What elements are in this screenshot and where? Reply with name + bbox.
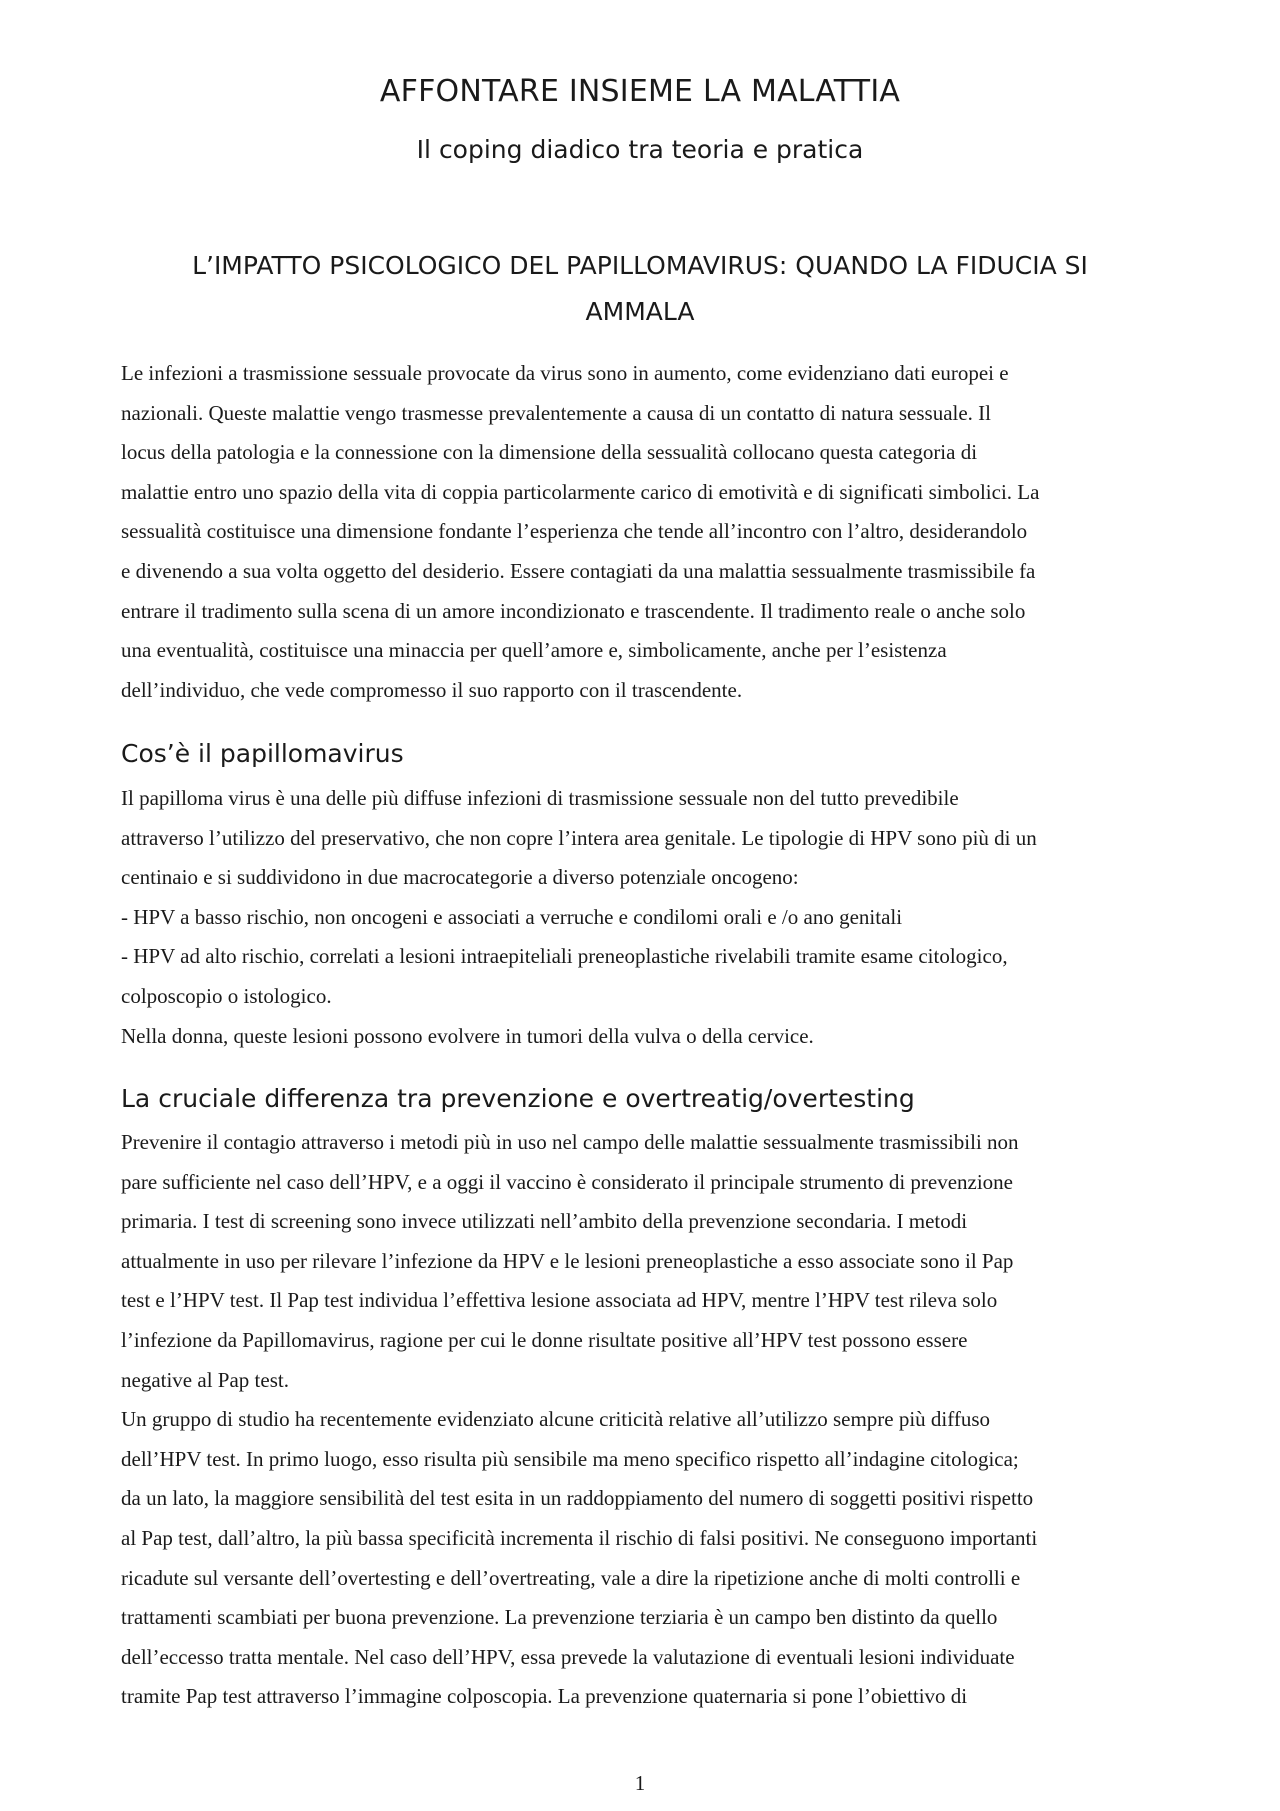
text-line: locus della patologia e la connessione con la dimensione della sessualità collocano questa categoria di xyxy=(121,440,978,465)
section-title: L’IMPATTO PSICOLOGICO DEL PAPILLOMAVIRUS: QUANDO LA FIDUCIA SI AMMALA xyxy=(192,251,1088,326)
text-line: attraverso l’utilizzo del preservativo, che non copre l’intera area genitale. Le tipologie di HPV sono più di un xyxy=(121,825,1037,850)
text-line: negative al Pap test. xyxy=(121,1367,289,1392)
text-line: primaria. I test di screening sono invece utilizzati nell’ambito della prevenzione secondaria. I metodi xyxy=(121,1209,968,1234)
text-line: ricadute sul versante dell’overtesting e dell’overtreating, vale a dire la ripetizione anche di molti controlli e xyxy=(121,1565,1021,1590)
text-line: dell’HPV test. In primo luogo, esso risulta più sensibile ma meno specifico rispetto all’indagine citologica; xyxy=(121,1446,1019,1471)
text-line: una eventualità, costituisce una minaccia per quell’amore e, simbolicamente, anche per l’esistenza xyxy=(121,638,947,663)
text-line: al Pap test, dall’altro, la più bassa specificità incrementa il rischio di falsi positivi. Ne conseguono importanti xyxy=(121,1525,1038,1550)
text-line: dell’eccesso tratta mentale. Nel caso dell’HPV, essa prevede la valutazione di eventuali lesioni individuate xyxy=(121,1644,1015,1669)
prevention-paragraph xyxy=(121,1123,1166,1717)
text-line: tramite Pap test attraverso l’immagine colposcopia. La prevenzione quaternaria si pone l’obiettivo di xyxy=(121,1684,968,1709)
text-line: nazionali. Queste malattie vengo trasmesse prevalentemente a causa di un contatto di natura sessuale. Il xyxy=(121,400,992,425)
text-line: da un lato, la maggiore sensibilità del test esita in un raddoppiamento del numero di soggetti positivi rispetto xyxy=(121,1486,1034,1511)
heading-prevention-difference: La cruciale differenza tra prevenzione e overtreatig/overtesting xyxy=(121,1084,915,1113)
text-line: pare sufficiente nel caso dell’HPV, e a oggi il vaccino è considerato il principale strumento di prevenzione xyxy=(121,1169,1014,1194)
text-line: entrare il tradimento sulla scena di un amore incondizionato e trascendente. Il tradimento reale o anche solo xyxy=(121,598,1026,623)
text-line: Le infezioni a trasmissione sessuale provocate da virus sono in aumento, come evidenziano dati europei e xyxy=(121,361,1009,385)
text-line: Il papilloma virus è una delle più diffuse infezioni di trasmissione sessuale non del tutto prevedibile xyxy=(121,786,959,810)
document-title: AFFONTARE INSIEME LA MALATTIA xyxy=(379,74,901,109)
text-line: colposcopio o istologico. xyxy=(121,983,332,1008)
text-line: centinaio e si suddividono in due macrocategorie a diverso potenziale oncogeno: xyxy=(121,865,799,890)
document-subtitle: Il coping diadico tra teoria e pratica xyxy=(416,135,864,164)
papillomavirus-paragraph xyxy=(121,779,1166,1056)
text-line: Un gruppo di studio ha recentemente evidenziato alcune criticità relative all’utilizzo sempre più diffuso xyxy=(121,1407,991,1432)
text-line: malattie entro uno spazio della vita di coppia particolarmente carico di emotività e di significati simbolici. La xyxy=(121,479,1040,504)
text-line: sessualità costituisce una dimensione fondante l’esperienza che tende all’incontro con l’altro, desiderandolo xyxy=(121,519,1028,544)
text-line: e divenendo a sua volta oggetto del desiderio. Essere contagiati da una malattia sessualmente trasmissibile fa xyxy=(121,558,1036,583)
list-item: - HPV ad alto rischio, correlati a lesioni intraepiteliali preneoplastiche rivelabili tramite esame citologico, xyxy=(121,944,1008,969)
text-line: Nella donna, queste lesioni possono evolvere in tumori della vulva o della cervice. xyxy=(121,1023,814,1048)
text-line: trattamenti scambiati per buona prevenzione. La prevenzione terziaria è un campo ben distinto da quello xyxy=(121,1605,998,1630)
list-item: - HPV a basso rischio, non oncogeni e associati a verruche e condilomi orali e /o ano genitali xyxy=(121,904,903,929)
text-line: dell’individuo, che vede compromesso il suo rapporto con il trascendente. xyxy=(121,677,743,702)
text-line: test e l’HPV test. Il Pap test individua l’effettiva lesione associata ad HPV, mentre l’HPV test rileva solo xyxy=(121,1288,998,1313)
heading-papillomavirus: Cos’è il papillomavirus xyxy=(121,739,404,768)
page-number: 1 xyxy=(634,1771,646,1795)
text-line: Prevenire il contagio attraverso i metodi più in uso nel campo delle malattie sessualmente trasmissibili non xyxy=(121,1130,1019,1154)
text-line: l’infezione da Papillomavirus, ragione per cui le donne risultate positive all’HPV test possono essere xyxy=(121,1327,968,1352)
text-line: attualmente in uso per rilevare l’infezione da HPV e le lesioni preneoplastiche a esso associate sono il Pap xyxy=(121,1248,1014,1273)
intro-paragraph xyxy=(121,354,1166,710)
